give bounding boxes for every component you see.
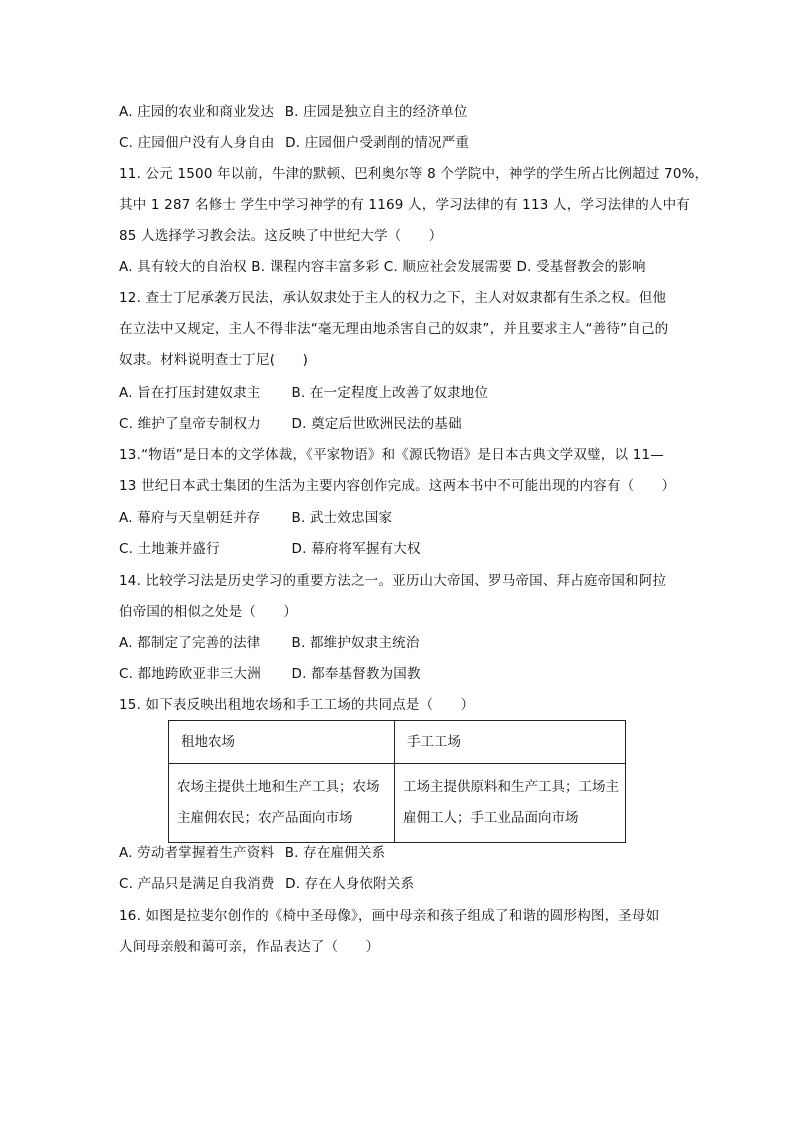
table-cell-farm <box>169 764 395 843</box>
q15-options-row-2 <box>119 874 414 894</box>
q12-option-c: C. 维护了皇帝专制权力 <box>119 416 261 432</box>
q12-option-a: A. 旨在打压封建奴隶主 <box>119 385 261 401</box>
q12-options-row-2 <box>119 414 462 434</box>
q11-stem-line-2: 其中 1 287 名修士 学生中学习神学的有 1169 人，学习法律的有 113 人，学习法律的人中有 <box>119 197 691 213</box>
q16-stem-line-2: 人间母亲般和蔼可亲，作品表达了（ ） <box>119 939 380 955</box>
q10-option-d: D. 庄园佃户受剥削的情况严重 <box>285 135 470 151</box>
table-cell-workshop <box>395 764 626 843</box>
q15-option-d: D. 存在人身依附关系 <box>285 876 415 892</box>
q14-option-c: C. 都地跨欧亚非三大洲 <box>119 666 261 682</box>
q16-stem-line-1: 16. 如图是拉斐尔创作的《椅中圣母像》，画中母亲和孩子组成了和谐的圆形构图，圣母如 <box>119 908 660 924</box>
table-cell-farm-line-2: 主雇佣农民；农产品面向市场 <box>177 810 353 826</box>
q13-options-row-2 <box>119 539 421 559</box>
q12-stem-line-1: 12. 查士丁尼承袭万民法，承认奴隶处于主人的权力之下，主人对奴隶都有生杀之权。但他 <box>119 290 667 306</box>
comparison-table <box>168 720 626 843</box>
table-cell-workshop-line-1: 工场主提供原料和生产工具；工场主 <box>403 779 619 795</box>
q13-option-d: D. 幕府将军握有大权 <box>291 541 421 557</box>
q14-options-row-2 <box>119 664 421 684</box>
q10-option-c: C. 庄园佃户没有人身自由 <box>119 135 275 151</box>
q10-option-b: B. 庄园是独立自主的经济单位 <box>284 104 468 120</box>
q15-option-c: C. 产品只是满足自我消费 <box>119 876 275 892</box>
q10-options-row-1 <box>119 102 468 122</box>
q13-option-a: A. 幕府与天皇朝廷并存 <box>119 510 261 526</box>
table-header-farm: 租地农场 <box>169 721 395 764</box>
q15-option-b: B. 存在雇佣关系 <box>284 845 386 861</box>
q14-stem-line-1: 14. 比较学习法是历史学习的重要方法之一。亚历山大帝国、罗马帝国、拜占庭帝国和阿拉 <box>119 573 667 589</box>
q10-options-row-2 <box>119 133 469 153</box>
q11-stem-line-3: 85 人选择学习教会法。这反映了中世纪大学（ ） <box>119 228 443 244</box>
q13-stem-line-1: 13.“物语”是日本的文学体裁，《平家物语》和《源氏物语》是日本古典文学双璧，以 11— <box>119 447 664 463</box>
q13-option-c: C. 土地兼并盛行 <box>119 541 220 557</box>
q14-option-d: D. 都奉基督教为国教 <box>291 666 421 682</box>
q11-stem-line-1: 11. 公元 1500 年以前，牛津的默顿、巴利奥尔等 8 个学院中，神学的学生所占比例超过 70%， <box>119 166 709 182</box>
q12-stem-line-3: 奴隶。材料说明查士丁尼( ) <box>119 352 309 368</box>
q13-options-row-1 <box>119 508 392 528</box>
q10-option-a: A. 庄园的农业和商业发达 <box>119 104 275 120</box>
table-header-workshop: 手工工场 <box>395 721 626 764</box>
table-cell-workshop-line-2: 雇佣工人；手工业品面向市场 <box>403 810 579 826</box>
q14-option-b: B. 都维护奴隶主统治 <box>291 635 420 651</box>
table-cell-farm-line-1: 农场主提供土地和生产工具；农场 <box>177 779 380 795</box>
q13-option-b: B. 武士效忠国家 <box>291 510 393 526</box>
q14-option-a: A. 都制定了完善的法律 <box>119 635 261 651</box>
q15-option-a: A. 劳动者掌握着生产资料 <box>119 845 275 861</box>
table-header-row <box>169 721 626 764</box>
table-row <box>169 764 626 843</box>
q12-options-row-1 <box>119 383 488 403</box>
q12-option-d: D. 奠定后世欧洲民法的基础 <box>291 416 462 432</box>
q11-options: A. 具有较大的自治权 B. 课程内容丰富多彩 C. 顺应社会发展需要 D. 受基督教会的影响 <box>119 259 646 275</box>
q12-option-b: B. 在一定程度上改善了奴隶地位 <box>291 385 489 401</box>
q12-stem-line-2: 在立法中又规定，主人不得非法“毫无理由地杀害自己的奴隶”，并且要求主人“善待”自己的 <box>119 321 669 337</box>
q14-stem-line-2: 伯帝国的相似之处是（ ） <box>119 604 298 620</box>
q14-options-row-1 <box>119 633 420 653</box>
q15-options-row-1 <box>119 843 385 863</box>
q15-stem: 15. 如下表反映出租地农场和手工工场的共同点是（ ） <box>119 697 475 713</box>
q13-stem-line-2: 13 世纪日本武士集团的生活为主要内容创作完成。这两本书中不可能出现的内容有（ ） <box>119 478 676 494</box>
